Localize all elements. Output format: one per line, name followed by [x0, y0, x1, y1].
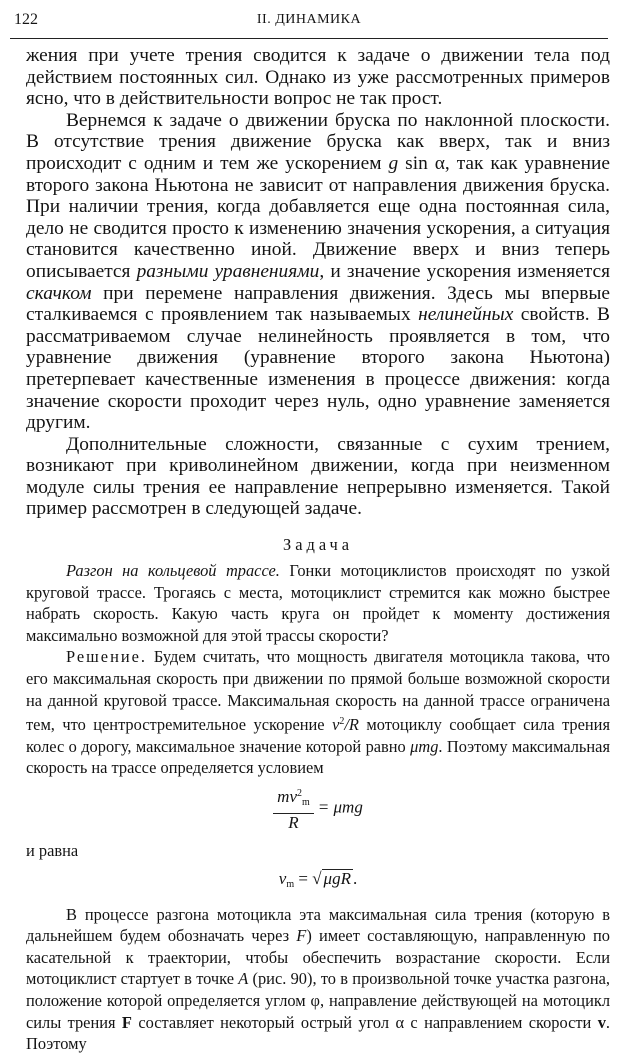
sqrt-sign: √ [312, 868, 322, 888]
header-rule [10, 38, 608, 39]
solution-label: Решение. [66, 647, 147, 667]
problem-statement: Разгон на кольцевой трассе. Гонки мотоциклистов происходят по узкой круговой трассе. Трогаясь с места, мотоциклист стремится как можно быстрее набрать скорость. Какую часть круга он пройдет к моменту достижения максимально возможной для этой трассы скорости? [26, 561, 610, 645]
running-head: II. ДИНАМИКА [256, 12, 362, 27]
paragraph-inclined-plane: Вернемся к задаче о движении бруска по наклонной плоскости. В отсутствие трения движение бруска как вверх, так и вниз происходит с одним и тем же ускорением g sin α, так как уравнение второго закона Ньютона не зависит от направления движения бруска. При наличии трения, когда добавляется еще одна постоянная сила, дело не сводится просто к изменению значения ускорения, а ситуация становится качественно иной. Движение вверх и вниз теперь описывается разными уравнениями, и значение ускорения изменяется скачком при перемене направления движения. Здесь мы впервые сталкиваемся с проявлением так называемых нелинейных свойств. В рассматриваемом случае нелинейность проявляется в том, что уравнение движения (уравнение второго закона Ньютона) претерпевает качественные изменения в процессе движения: когда значение скорости проходит через нуль, одно уравнение заменяется другим. [26, 109, 611, 434]
body-text [26, 45, 610, 1055]
problem-heading: Задача [283, 535, 353, 555]
solution-paragraph-1: Решение. Будем считать, что мощность двигателя мотоцикла такова, что его максимальная скорость при движении по прямой больше возможной скорости на данной круговой трассе. Максимальная скорость на данной трассе ограничена тем, что центростремительное ускорение $v^2/R$ мотоциклу сообщает сила трения колес о дорогу, максимальное значение которой равно μmg. Поэтому максимальная скорость на трассе определяется условием [26, 647, 610, 778]
solution-paragraph-2: В процессе разгона мотоцикла эта максимальная сила трения (которую в дальнейшем будем обозначать через F) имеет составляющую, направленную по касательной к траектории, чтобы обеспечить возрастание скорости. Если мотоциклист стартует в точке A (рис. 90), то в произвольной точке участка разгона, положение которой определяется углом φ, направление действующей на мотоцикл силы трения F составляет некоторый острый угол α с направлением скорости v. Поэтому [26, 904, 610, 1054]
page-number: 122 [14, 11, 38, 28]
paragraph-continuation: жения при учете трения сводится к задаче о движении тела под действием постоянных сил. Однако из уже рассмотренных примеров ясно, что в действительности вопрос не так прост. [26, 45, 610, 110]
formula-intro-text: и равна [26, 841, 79, 860]
formula-centripetal: $\frac{mv^2_m}{R}$ = μmg [26, 785, 610, 832]
formula-max-speed: $v_m$ = √ μgR . [278, 868, 358, 890]
fraction: $\frac{mv^2_m}{R}$ [273, 785, 314, 832]
problem-title: Разгон на кольцевой трассе. [66, 561, 280, 581]
page-header [10, 10, 608, 32]
paragraph-dry-friction: Дополнительные сложности, связанные с сухим трением, возникают при криволинейном движении, когда при неизменном модуле силы трения ее направление непрерывно изменяется. Такой пример рассмотрен в следующей задаче. [26, 433, 610, 520]
